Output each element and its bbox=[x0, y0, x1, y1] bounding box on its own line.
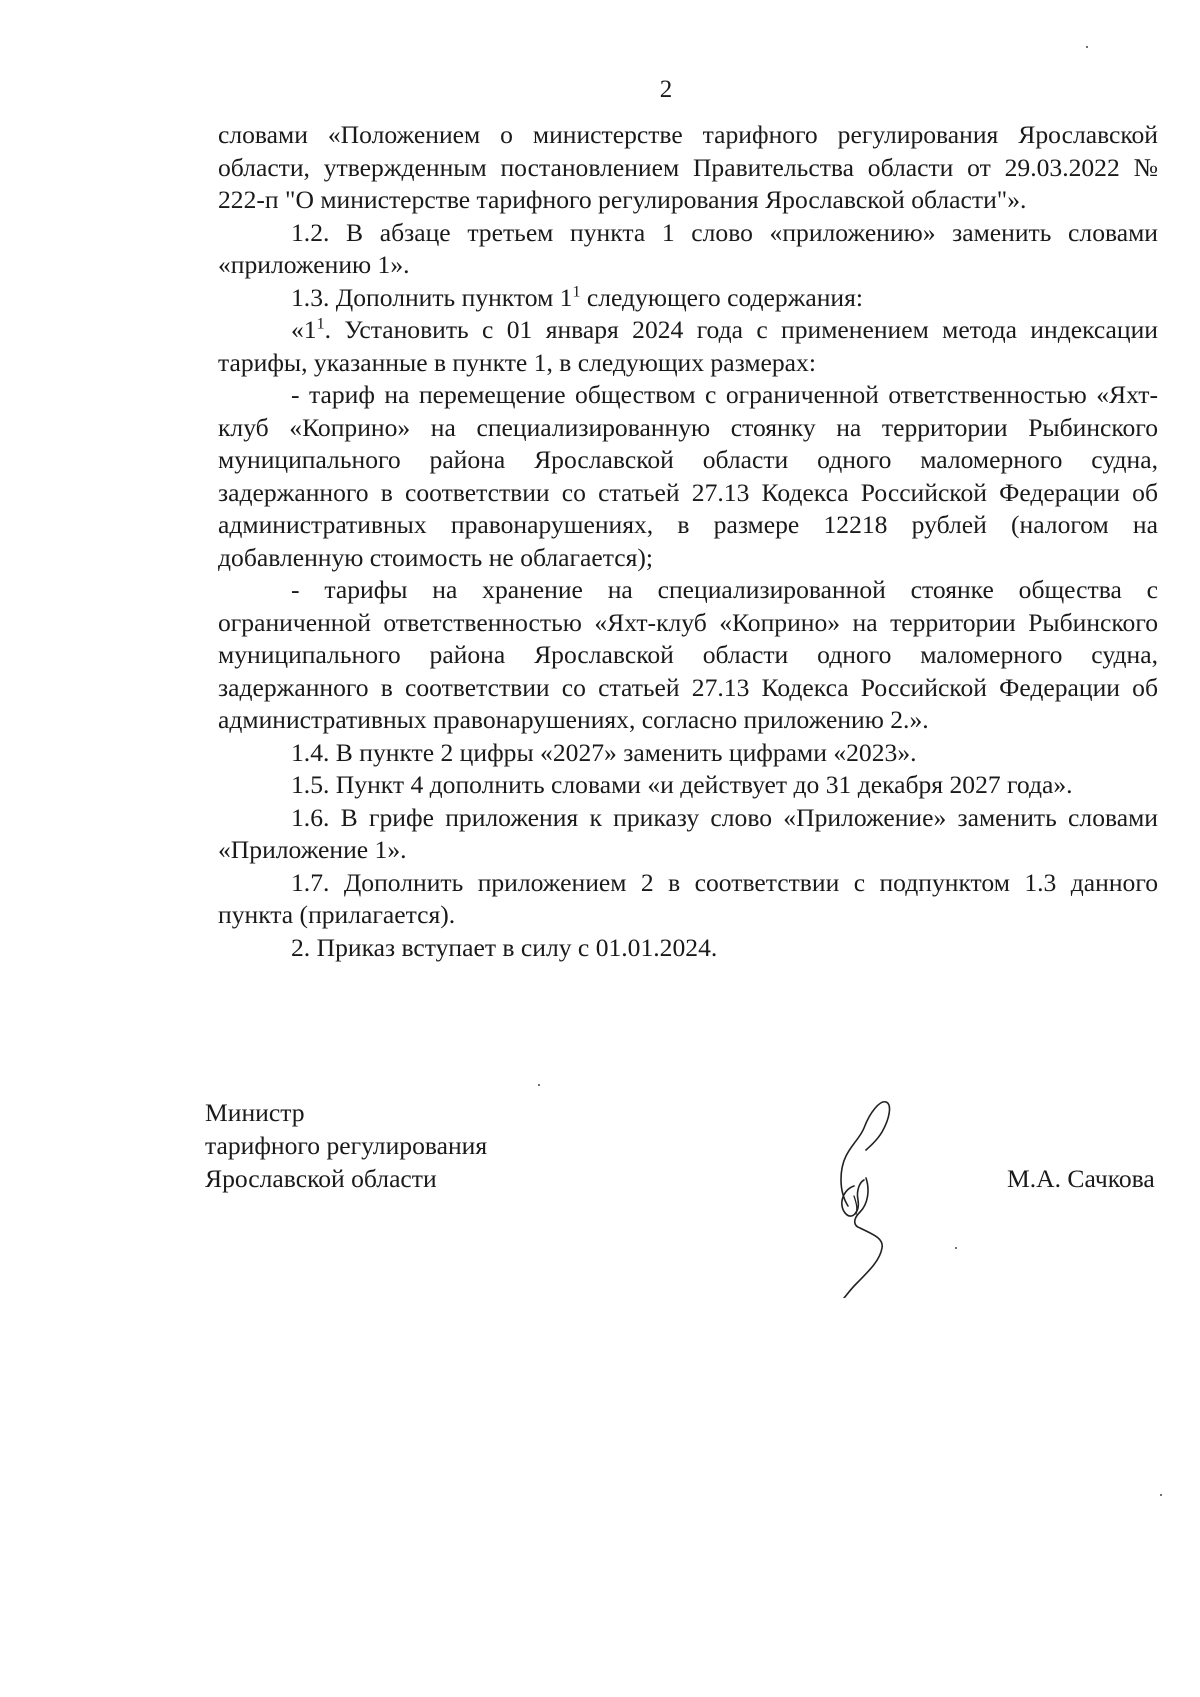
paragraph-1-7: 1.7. Дополнить приложением 2 в соответствии с подпунктом 1.3 данного пункта (прилагается). bbox=[218, 867, 1158, 929]
paragraph-1-1-insert: «$1^1$. Установить с 01 января 2024 года с применением метода индексации тарифы, указанные в пункте 1, в следующих размерах: bbox=[218, 315, 1158, 377]
paragraph-1-6: 1.6. В грифе приложения к приказу слово «Приложение» заменить словами «Приложение 1». bbox=[218, 802, 1158, 864]
signatory-position bbox=[205, 1096, 487, 1195]
scan-speck bbox=[538, 1084, 540, 1086]
paragraph-1-4: 1.4. В пункте 2 цифры «2027» заменить цифрами «2023». bbox=[291, 737, 917, 767]
paragraph-tariff-relocation: - тариф на перемещение обществом с ограниченной ответственностью «Яхт-клуб «Коприно» на специализированную стоянку на территории Рыбинского муниципального района Ярославской области одного маломерного судна, задержанного в соответствии со статьей 27.13 Кодекса Российской Федерации об административных правонарушениях, в размере 12218 рублей (налогом на добавленную стоимость не облагается); bbox=[218, 380, 1158, 572]
paragraph-1-3: 1.3. Дополнить пунктом $1^1$ следующего содержания: bbox=[291, 282, 863, 312]
paragraph-2: 2. Приказ вступает в силу с 01.01.2024. bbox=[291, 932, 718, 962]
position-line: Министр bbox=[205, 1098, 305, 1127]
scan-speck bbox=[1160, 1494, 1162, 1496]
document-body bbox=[218, 119, 1158, 964]
paragraph-intro: словами «Положением о министерстве тарифного регулирования Ярославской области, утвержденным постановлением Правительства области от 29.03.2022 № 222-п "О министерстве тарифного регулирования Ярославской области"». bbox=[218, 120, 1158, 214]
paragraph-1-5: 1.5. Пункт 4 дополнить словами «и действует до 31 декабря 2027 года». bbox=[291, 770, 1073, 799]
position-line: Ярославской области bbox=[205, 1164, 437, 1193]
scan-speck bbox=[1086, 46, 1088, 48]
handwritten-signature bbox=[830, 1098, 940, 1298]
paragraph-1-2: 1.2. В абзаце третьем пункта 1 слово «приложению» заменить словами «приложению 1». bbox=[218, 217, 1158, 279]
signatory-name: М.А. Сачкова bbox=[1007, 1164, 1155, 1193]
scan-speck bbox=[955, 1247, 957, 1249]
page-number: 2 bbox=[659, 76, 673, 103]
position-line: тарифного регулирования bbox=[205, 1131, 488, 1160]
paragraph-tariff-storage: - тарифы на хранение на специализированной стоянке общества с ограниченной ответственностью «Яхт-клуб «Коприно» на территории Рыбинского муниципального района Ярославской области одного маломерного судна, задержанного в соответствии со статьей 27.13 Кодекса Российской Федерации об административных правонарушениях, согласно приложению 2.». bbox=[218, 575, 1158, 734]
